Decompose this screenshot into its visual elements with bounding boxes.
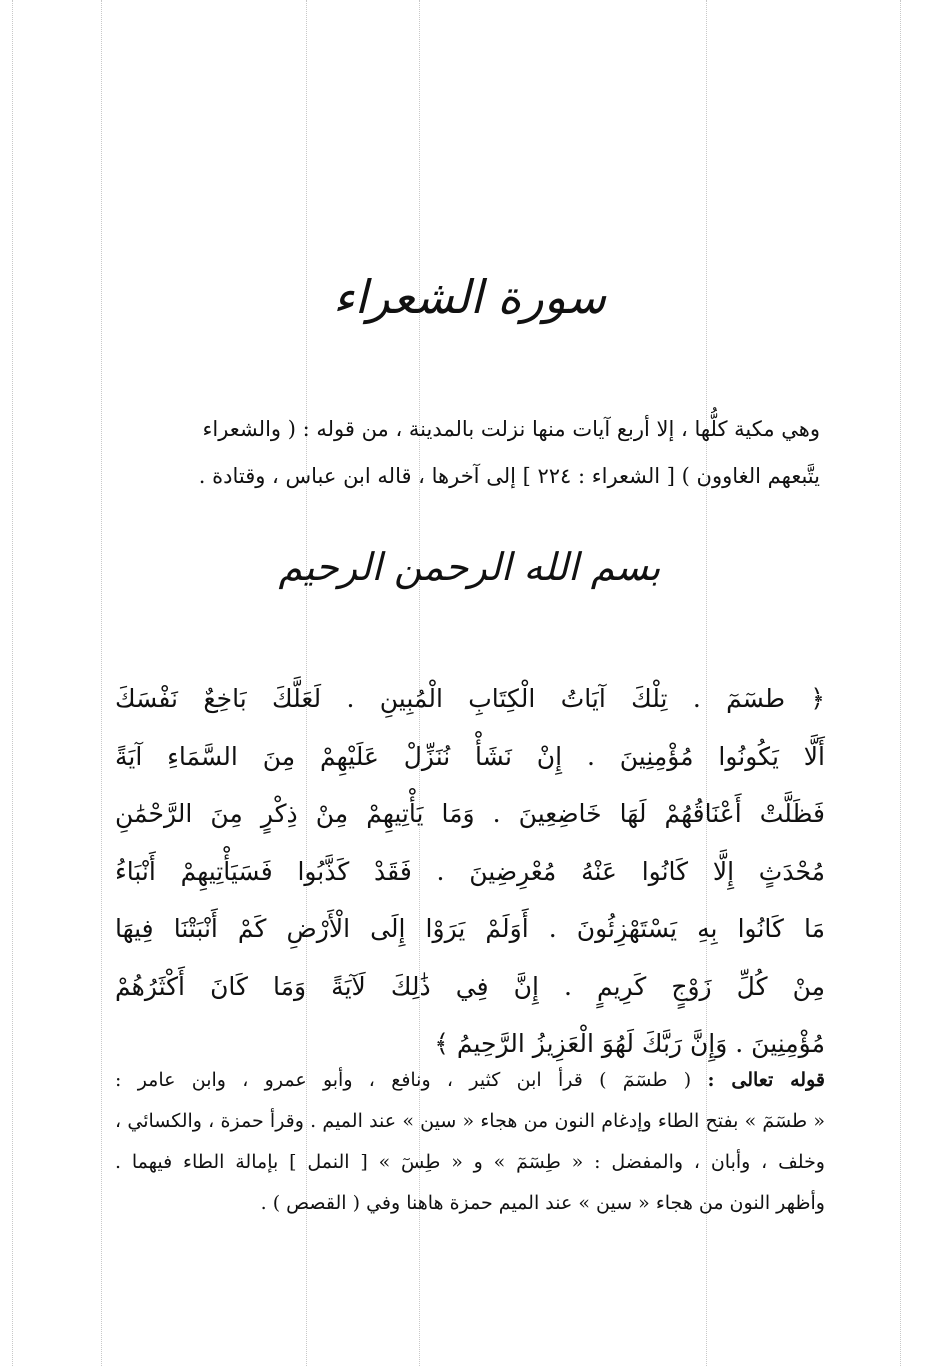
scan-artifact-line	[900, 0, 901, 1366]
commentary-line: وأظهر النون من هجاء « سين » عند الميم حمزة هاهنا وفي ( القصص ) .	[260, 1192, 825, 1214]
verse-line: مَا كَانُوا بِهِ يَسْتَهْزِئُونَ . أَوَلَمْ يَرَوْا إِلَى الْأَرْضِ كَمْ أَنْبَتْنَا فِيهَا	[115, 914, 825, 943]
surah-title: سورة الشعراء	[332, 270, 607, 324]
verse-line: ﴿ طسٓمٓ . تِلْكَ آيَاتُ الْكِتَابِ الْمُبِينِ . لَعَلَّكَ بَاخِعٌ نَفْسَكَ	[115, 684, 825, 713]
commentary-text: ( طسٓمٓ ) قرأ ابن كثير ، ونافع ، وأبو عمرو ، وابن عامر :	[115, 1069, 692, 1091]
intro-line: وهي مكية كلُّها ، إلا أربع آيات منها نزلت بالمدينة ، من قوله : ( والشعراء	[202, 417, 820, 441]
commentary-line: « طسٓمٓ » بفتح الطاء وإدغام النون من هجاء « سين » عند الميم . وقرأ حمزة ، والكسائي ،	[115, 1110, 825, 1132]
verse-line: فَظَلَّتْ أَعْنَاقُهُمْ لَهَا خَاضِعِينَ . وَمَا يَأْتِيهِمْ مِنْ ذِكْرٍ مِنَ الرَّحْمَٰنِ	[115, 799, 825, 828]
surah-introduction	[120, 406, 820, 500]
quran-verses	[115, 670, 825, 1073]
commentary	[115, 1060, 825, 1224]
scan-artifact-line	[101, 0, 102, 1366]
commentary-line: وخلف ، وأبان ، والمفضل : « طِسٓمٓ » و « طِسٓ » [ النمل ] بإمالة الطاء فيهما .	[115, 1151, 825, 1173]
scan-artifact-line	[12, 0, 13, 1366]
commentary-lead: قوله تعالى :	[707, 1069, 825, 1091]
commentary-line	[115, 1060, 825, 1101]
verse-line: مِنْ كُلِّ زَوْجٍ كَرِيمٍ . إِنَّ فِي ذَٰلِكَ لَآيَةً وَمَا كَانَ أَكْثَرُهُمْ	[115, 971, 825, 1001]
verse-line: مُحْدَثٍ إِلَّا كَانُوا عَنْهُ مُعْرِضِينَ . فَقَدْ كَذَّبُوا فَسَيَأْتِيهِمْ أَنْبَاءُ	[115, 856, 825, 886]
intro-line: يتَّبعهم الغاوون ) [ الشعراء : ٢٢٤ ] إلى آخرها ، قاله ابن عباس ، وقتادة .	[198, 464, 820, 488]
verse-line: مُؤْمِنِينَ . وَإِنَّ رَبَّكَ لَهُوَ الْعَزِيزُ الرَّحِيمُ ﴾	[434, 1029, 825, 1058]
verse-line: أَلَّا يَكُونُوا مُؤْمِنِينَ . إِنْ نَشَأْ نُنَزِّلْ عَلَيْهِمْ مِنَ السَّمَاءِ آيَةً	[115, 741, 825, 771]
basmala: بسم الله الرحمن الرحيم	[278, 545, 661, 589]
